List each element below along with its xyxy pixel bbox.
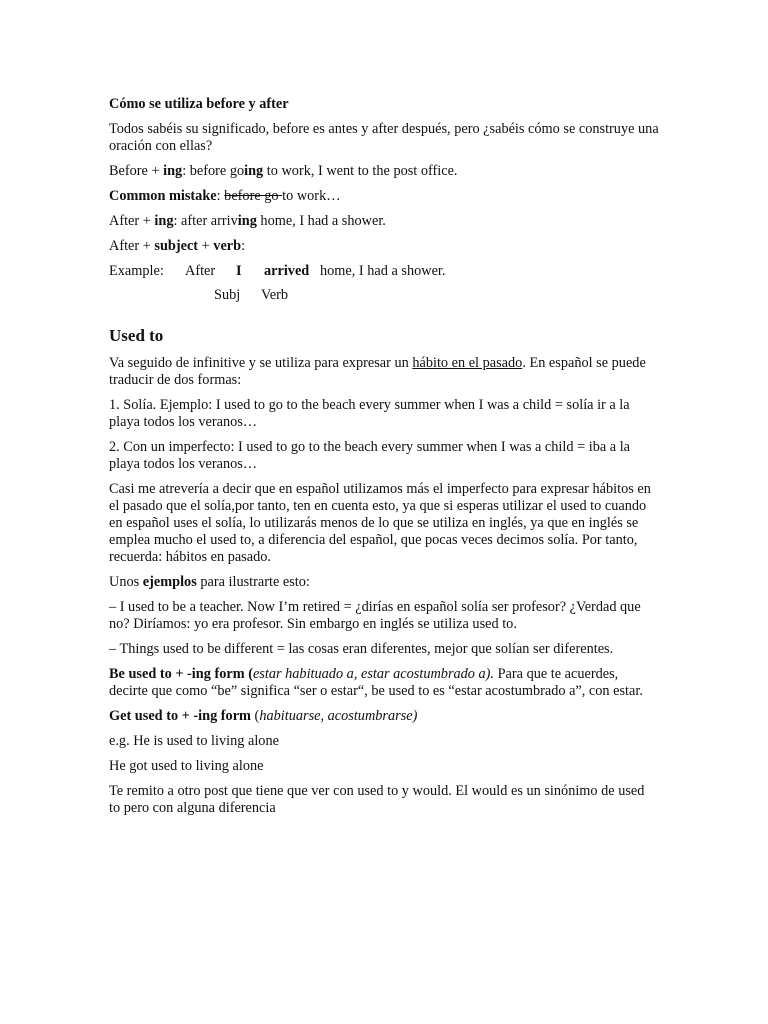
section-title-before-after: Cómo se utiliza before y after bbox=[109, 96, 289, 112]
example-word-verb: arrived bbox=[264, 263, 310, 279]
struck-text: before go bbox=[224, 188, 283, 204]
example-things: – Things used to be different = las cosas eran diferentes, mejor que solían ser diferentes. bbox=[109, 641, 614, 657]
example-rest: home, I had a shower. bbox=[320, 263, 446, 279]
ejemplos-intro: Unos ejemplos para ilustrarte esto: bbox=[109, 574, 310, 590]
intro-paragraph: Todos sabéis su significado, before es antes y after después, pero ¿sabéis cómo se construye una oración con ellas? bbox=[109, 121, 659, 154]
common-mistake-line: Common mistake: before go to work… bbox=[109, 188, 341, 204]
document-content bbox=[109, 96, 659, 825]
underlined-phrase: hábito en el pasado bbox=[412, 355, 523, 371]
annotation-subj: Subj bbox=[214, 287, 241, 303]
paragraph-remito: Te remito a otro post que tiene que ver con used to y would. El would es un sinónimo de used to pero con alguna diferencia bbox=[109, 783, 645, 816]
example-got-used: He got used to living alone bbox=[109, 758, 264, 774]
example-row bbox=[109, 263, 659, 280]
after-ing-line: After + ing: after arriving home, I had a shower. bbox=[109, 213, 386, 229]
example-annotations bbox=[109, 287, 659, 304]
annotation-verb: Verb bbox=[261, 287, 288, 303]
after-subject-verb-line: After + subject + verb: bbox=[109, 238, 246, 254]
section-title-used-to: Used to bbox=[109, 326, 164, 345]
used-to-intro: Va seguido de infinitive y se utiliza para expresar un hábito en el pasado. En español se puede traducir de dos formas: bbox=[109, 355, 646, 388]
get-used-to-heading: Get used to + -ing form (habituarse, acostumbrarse) bbox=[109, 708, 418, 724]
example-teacher: – I used to be a teacher. Now I’m retired = ¿dirías en español solía ser profesor? ¿Verdad que no? Diríamos: yo era profesor. Sin embargo en inglés se utiliza used to. bbox=[109, 599, 641, 632]
list-item-imperfecto: 2. Con un imperfecto: I used to go to the beach every summer when I was a child = iba a la playa todos los veranos… bbox=[109, 439, 631, 472]
before-ing-line: Before + ing: before going to work, I went to the post office. bbox=[109, 163, 458, 179]
example-word-subject: I bbox=[236, 263, 242, 279]
example-eg: e.g. He is used to living alone bbox=[109, 733, 279, 749]
list-item-solia: 1. Solía. Ejemplo: I used to go to the beach every summer when I was a child = solía ir a la playa todos los veranos… bbox=[109, 397, 630, 430]
paragraph-casi: Casi me atrevería a decir que en español utilizamos más el imperfecto para expresar hábitos en el pasado que el solía,por tanto, ten en cuenta esto, ya que si esperas utilizar el used to cuando en español uses el solía, lo utilizarás menos de lo que se utiliza en inglés, ya que en inglés se emplea mucho el used to, a diferencia del español, que pocas veces decimos solía. Por tanto, recuerda: hábitos en pasado. bbox=[109, 481, 651, 565]
example-label: Example: bbox=[109, 263, 164, 279]
example-word-after: After bbox=[185, 263, 216, 279]
be-used-to-paragraph: Be used to + -ing form (estar habituado a, estar acostumbrado a). Para que te acuerdes, decirte que como “be” significa “ser o estar“, be used to es “estar acostumbrado a”, con estar. bbox=[109, 666, 643, 699]
